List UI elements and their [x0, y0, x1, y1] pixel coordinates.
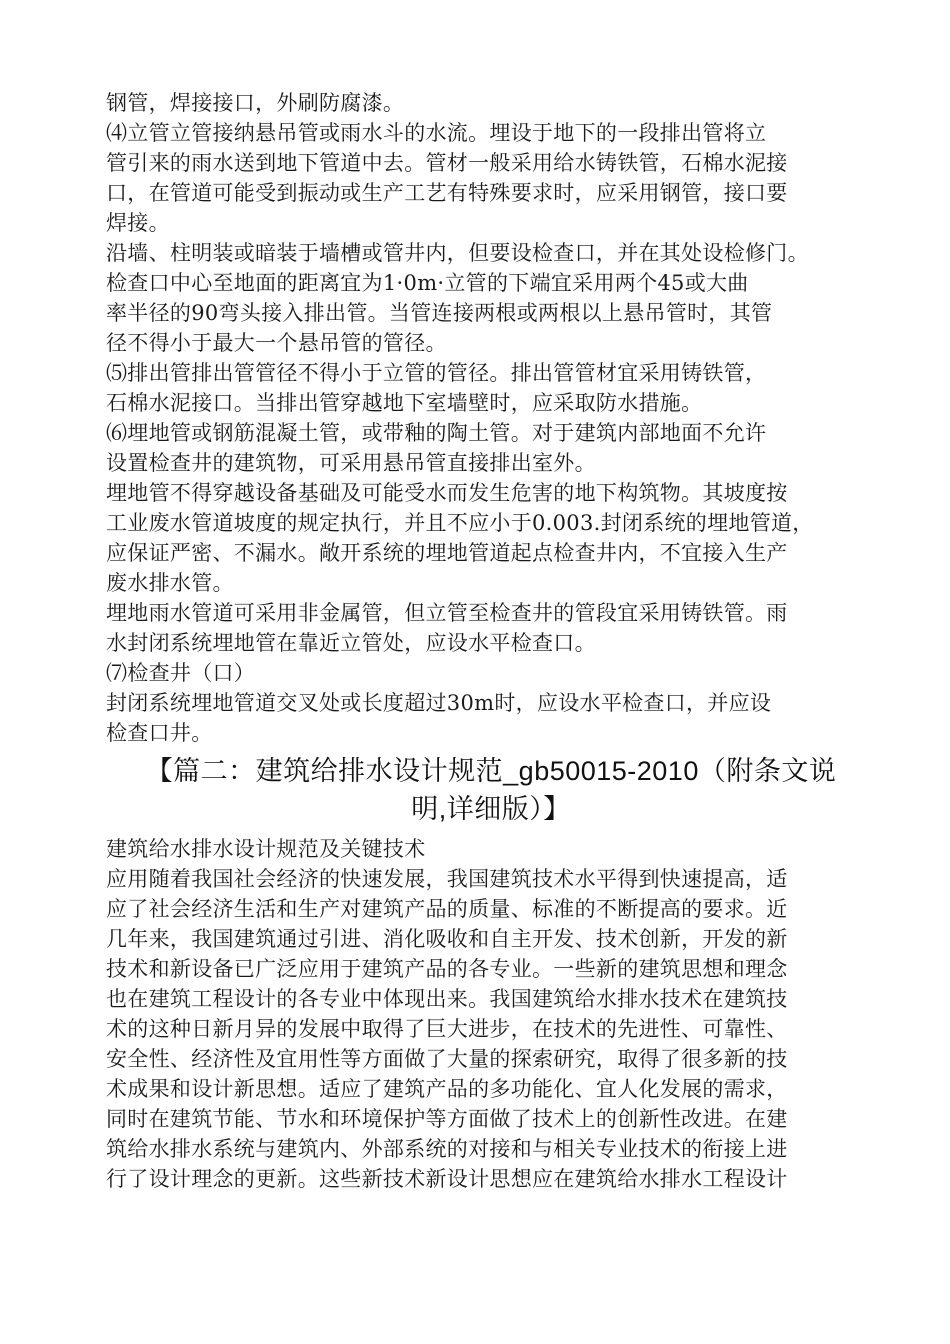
text-line: 水封闭系统埋地管在靠近立管处，应设水平检查口。 — [106, 631, 596, 655]
text-line: 埋地雨水管道可采用非金属管，但立管至检查井的管段宜采用铸铁管。雨 — [106, 601, 788, 625]
text-line: 应用随着我国社会经济的快速发展，我国建筑技术水平得到快速提高，适 — [106, 867, 788, 891]
section-heading-line-2: 明,详细版）】 — [411, 794, 571, 824]
text-line: 管引来的雨水送到地下管道中去。管材一般采用给水铸铁管，石棉水泥接 — [106, 151, 788, 175]
text-line: ⑸排出管排出管管径不得小于立管的管径。排出管管材宜采用铸铁管， — [106, 361, 767, 385]
text-line: 废水排水管。 — [106, 571, 234, 595]
text-line: 同时在建筑节能、节水和环境保护等方面做了技术上的创新性改进。在建 — [106, 1107, 788, 1131]
text-line: ⑷立管立管接纳悬吊管或雨水斗的水流。埋设于地下的一段排出管将立 — [106, 121, 767, 145]
text-line: 安全性、经济性及宜用性等方面做了大量的探索研究，取得了很多新的技 — [106, 1047, 788, 1071]
text-line: 口，在管道可能受到振动或生产工艺有特殊要求时，应采用钢管，接口要 — [106, 181, 788, 205]
text-line: 径不得小于最大一个悬吊管的管径。 — [106, 331, 447, 355]
text-line: 技术和新设备已广泛应用于建筑产品的各专业。一些新的建筑思想和理念 — [106, 957, 788, 981]
text-line: 术的这种日新月异的发展中取得了巨大进步，在技术的先进性、可靠性、 — [106, 1017, 788, 1041]
section-one-body — [106, 88, 876, 748]
text-line: 筑给水排水系统与建筑内、外部系统的对接和与相关专业技术的衔接上进 — [106, 1137, 788, 1161]
text-line: 检查口井。 — [106, 721, 213, 745]
text-line: ⑹埋地管或钢筋混凝土管，或带釉的陶土管。对于建筑内部地面不允许 — [106, 421, 767, 445]
text-line: 钢管，焊接接口，外刷防腐漆。 — [106, 91, 405, 115]
text-line: 率半径的90弯头接入排出管。当管连接两根或两根以上悬吊管时，其管 — [106, 301, 773, 325]
subheading: 建筑给水排水设计规范及关键技术 — [106, 837, 426, 861]
text-line: 石棉水泥接口。当排出管穿越地下室墙壁时，应采取防水措施。 — [106, 391, 703, 415]
text-line: 设置检查井的建筑物，可采用悬吊管直接排出室外。 — [106, 451, 596, 475]
text-line: 应保证严密、不漏水。敞开系统的埋地管道起点检查井内，不宜接入生产 — [106, 541, 788, 565]
text-line: 行了设计理念的更新。这些新技术新设计思想应在建筑给水排水工程设计 — [106, 1167, 788, 1191]
text-line: 工业废水管道坡度的规定执行，并且不应小于0.003.封闭系统的埋地管道， — [106, 511, 814, 535]
section-heading-line-1: 【篇二：建筑给排水设计规范_gb50015-2010（附条文说 — [145, 756, 837, 786]
text-line: 沿墙、柱明装或暗装于墙槽或管井内，但要设检查口，并在其处设检修门。 — [106, 241, 809, 265]
text-line: 也在建筑工程设计的各专业中体现出来。我国建筑给水排水技术在建筑技 — [106, 987, 788, 1011]
text-line: 埋地管不得穿越设备基础及可能受水而发生危害的地下构筑物。其坡度按 — [106, 481, 788, 505]
text-line: 焊接。 — [106, 211, 170, 235]
text-line: 应了社会经济生活和生产对建筑产品的质量、标准的不断提高的要求。近 — [106, 897, 788, 921]
text-line: 检查口中心至地面的距离宜为1·0m·立管的下端宜采用两个45或大曲 — [106, 271, 749, 295]
document-page — [106, 88, 876, 1194]
text-line: 几年来，我国建筑通过引进、消化吸收和自主开发、技术创新，开发的新 — [106, 927, 788, 951]
text-line: 术成果和设计新思想。适应了建筑产品的多功能化、宜人化发展的需求， — [106, 1077, 788, 1101]
section-heading — [106, 752, 876, 828]
text-line: 封闭系统埋地管道交叉处或长度超过30m时，应设水平检查口，并应设 — [106, 691, 772, 715]
text-line: ⑺检查井（口） — [106, 661, 256, 685]
section-two-body — [106, 834, 876, 1194]
